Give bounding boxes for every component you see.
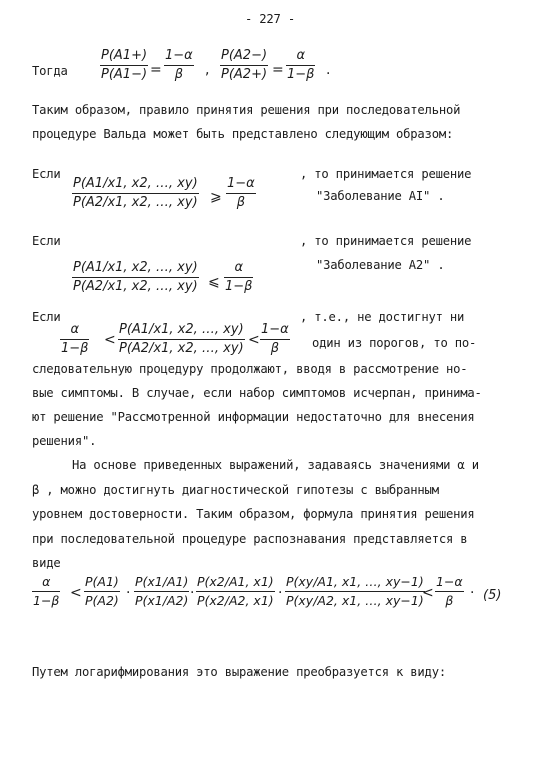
text-line: при последовательной процедуре распознавания представляется в	[32, 531, 468, 546]
fraction-numerator: 1−α	[436, 574, 463, 589]
formula5-upper-threshold	[435, 574, 464, 608]
rule2-conclusion-line1: , то принимается решение	[300, 234, 472, 248]
less-than-sign: <	[422, 585, 434, 601]
formula5-x1-ratio	[134, 574, 189, 608]
rule3-likelihood-ratio	[118, 322, 245, 356]
fraction-numerator: P(A1+)	[101, 48, 148, 63]
fraction-denominator: 1−β	[287, 67, 315, 82]
rule2-likelihood-ratio	[72, 260, 199, 294]
text-line: виде	[32, 556, 61, 570]
rule3-lower-threshold	[60, 322, 89, 356]
text-line: уровнем достоверности. Таким образом, формула принятия решения	[32, 507, 475, 521]
text-line: Таким образом, правило принятия решения при последовательной	[32, 103, 461, 117]
fraction-denominator: P(A1−)	[101, 67, 148, 82]
fraction-numerator: α	[70, 322, 80, 337]
page-number: - 227 -	[245, 12, 295, 26]
fraction-numerator: P(A1/x1, x2, …, xy)	[73, 176, 198, 191]
fraction-denominator: P(x2/A2, x1)	[197, 593, 274, 608]
paragraph-3	[32, 453, 502, 576]
fraction-numerator: α	[42, 574, 51, 589]
text-line: β , можно достигнуть диагностической гипотезы с выбранным	[32, 482, 439, 497]
rule2-if: Если	[32, 234, 61, 248]
formula5-prior-ratio	[84, 574, 120, 608]
rule1-conclusion-line2: "Заболевание AI" .	[316, 189, 445, 203]
fraction-denominator: β	[445, 593, 454, 608]
fraction-numerator: α	[296, 48, 306, 63]
fraction-denominator: P(A2/x1, x2, …, xy)	[119, 341, 244, 356]
formula5-xy-ratio	[285, 574, 425, 608]
rule1-relation: ⩾	[210, 189, 222, 205]
fraction-numerator: P(A2−)	[221, 48, 268, 63]
fraction-numerator: P(x2/A1, x1)	[197, 574, 274, 589]
text-line: решения".	[32, 434, 97, 448]
less-than-sign: <	[248, 332, 260, 348]
fraction-denominator: P(xy/A2, x1, …, xy−1)	[286, 593, 424, 608]
fraction-denominator: P(A2/x1, x2, …, xy)	[73, 279, 198, 294]
fraction-numerator: α	[234, 260, 244, 275]
comma: ,	[205, 62, 210, 78]
fraction-denominator: 1−β	[225, 279, 253, 294]
fraction-alpha-over-one-minus-beta	[286, 48, 315, 82]
multiplication-dot: ·	[190, 585, 195, 601]
fraction-numerator: P(xy/A1, x1, …, xy−1)	[286, 574, 424, 589]
fraction-numerator: P(x1/A1)	[135, 574, 189, 589]
fraction-a1-plus-over-a1-minus	[100, 48, 148, 82]
rule2-relation: ⩽	[208, 274, 220, 290]
multiplication-dot: ·	[126, 585, 131, 601]
equals-sign: =	[272, 62, 284, 78]
less-than-sign: <	[104, 332, 116, 348]
rule3-if: Если	[32, 310, 61, 324]
rule3-tail-line2: один из порогов, то по-	[312, 336, 477, 350]
less-than-sign: <	[70, 585, 82, 601]
fraction-numerator: P(A1)	[85, 574, 119, 589]
fraction-numerator: P(A1/x1, x2, …, xy)	[119, 322, 244, 337]
rule3-upper-threshold	[260, 322, 290, 356]
fraction-denominator: 1−β	[61, 341, 89, 356]
fraction-denominator: P(A2/x1, x2, …, xy)	[73, 195, 198, 210]
rule2-conclusion-line2: "Заболевание A2" .	[316, 258, 445, 272]
fraction-numerator: 1−α	[261, 322, 289, 337]
text-line: вые симптомы. В случае, если набор симптомов исчерпан, принима-	[32, 386, 482, 400]
equals-sign: =	[150, 62, 162, 78]
fraction-numerator: 1−α	[165, 48, 193, 63]
formula5-equation-number: (5)	[483, 588, 502, 603]
fraction-denominator: β	[236, 195, 246, 210]
fraction-one-minus-alpha-over-beta	[164, 48, 194, 82]
formula5-alpha-over-one-minus-beta	[32, 574, 60, 608]
multiplication-dot: ·	[470, 585, 475, 601]
intro-word: Тогда	[32, 64, 68, 78]
multiplication-dot: ·	[278, 585, 283, 601]
fraction-denominator: β	[270, 341, 280, 356]
fraction-denominator: P(x1/A2)	[135, 593, 189, 608]
rule3-tail-line1: , т.е., не достигнут ни	[300, 310, 465, 324]
text-line: ют решение "Рассмотренной информации недостаточно для внесения	[32, 410, 475, 424]
fraction-numerator: P(A1/x1, x2, …, xy)	[73, 260, 198, 275]
formula5-x2-ratio	[196, 574, 275, 608]
paragraph-4: Путем логарифмирования это выражение преобразуется к виду:	[32, 665, 446, 679]
rule1-conclusion-line1: , то принимается решение	[300, 167, 472, 181]
text-line: следовательную процедуру продолжают, вводя в рассмотрение но-	[32, 362, 468, 376]
paragraph-1	[32, 98, 502, 146]
text-line: процедуре Вальда может быть представлено следующим образом:	[32, 127, 454, 141]
fraction-denominator: β	[174, 67, 184, 82]
text-line: На основе приведенных выражений, задаваясь значениями α и	[72, 458, 479, 472]
rule1-if: Если	[32, 167, 61, 181]
fraction-a2-minus-over-a2-plus	[220, 48, 268, 82]
rule1-threshold	[226, 176, 256, 210]
fraction-denominator: 1−β	[33, 593, 60, 608]
period: .	[326, 62, 331, 78]
fraction-denominator: P(A2)	[85, 593, 119, 608]
fraction-denominator: P(A2+)	[221, 67, 268, 82]
paragraph-2	[32, 357, 502, 453]
rule1-likelihood-ratio	[72, 176, 199, 210]
fraction-numerator: 1−α	[227, 176, 255, 191]
rule2-threshold	[224, 260, 253, 294]
